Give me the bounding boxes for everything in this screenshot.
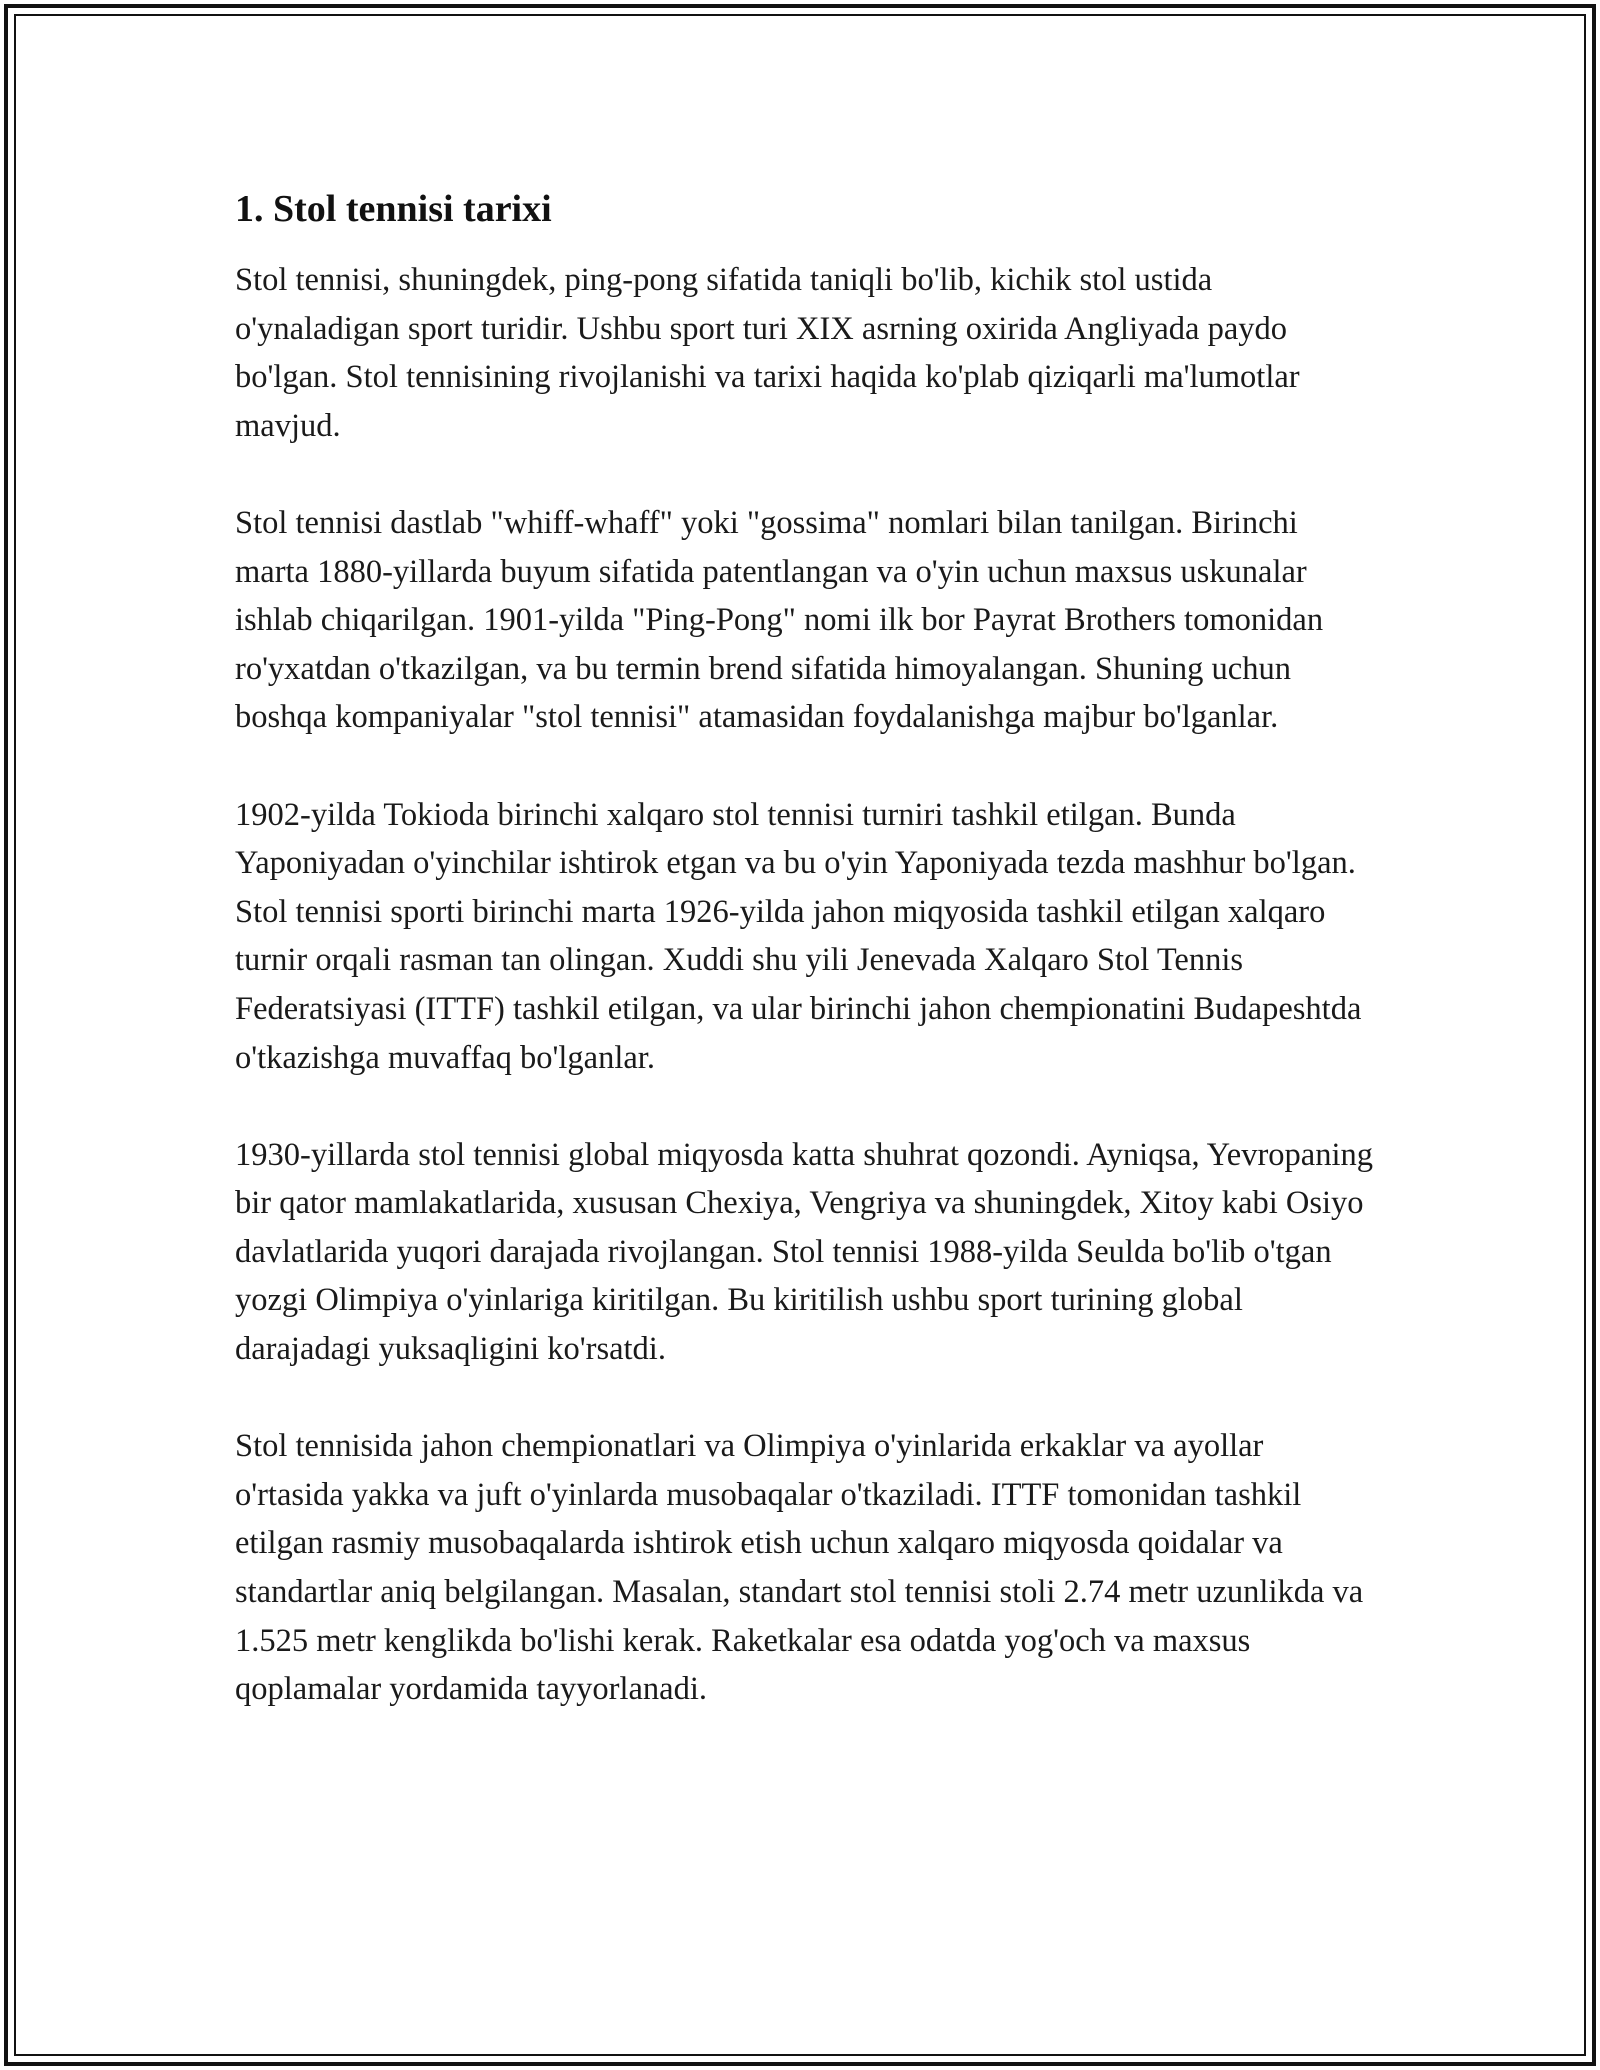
paragraph-intro: Stol tennisi, shuningdek, ping-pong sifatida taniqli bo'lib, kichik stol ustida o'ynaladigan sport turidir. Ushbu sport turi XIX asrning oxirida Angliyada paydo bo'lgan. Stol tennisining rivojlanishi va tarixi haqida ko'plab qiziqarli ma'lumotlar mavjud. xyxy=(235,262,1300,444)
paragraph-global-popularity: 1930-yillarda stol tennisi global miqyosda katta shuhrat qozondi. Ayniqsa, Yevropaning bir qator mamlakatlarida, xususan Chexiya, Vengriya va shuningdek, Xitoy kabi Osiyo davlatlarida yuqori darajada rivojlangan. Stol tennisi 1988-yilda Seulda bo'lib o'tgan yozgi Olimpiya o'yinlariga kiritilgan. Bu kiritilish ushbu sport turining global darajadagi yuksaqligini ko'rsatdi. xyxy=(235,1136,1373,1368)
paragraph-first-tournaments: 1902-yilda Tokioda birinchi xalqaro stol tennisi turniri tashkil etilgan. Bunda Yaponiyadan o'yinchilar ishtirok etgan va bu o'yin Yaponiyada tezda mashhur bo'lgan. Stol tennisi sporti birinchi marta 1926-yilda jahon miqyosida tashkil etilgan xalqaro turnir orqali rasman tan olingan. Xuddi shu yili Jenevada Xalqaro Stol Tennis Federatsiyasi (ITTF) tashkil etilgan, va ular birinchi jahon chempionatini Budapeshtda o'tkazishga muvaffaq bo'lganlar. xyxy=(235,796,1362,1076)
section-heading: 1. Stol tennisi tarixi xyxy=(235,188,552,230)
paragraph-competitions-rules: Stol tennisida jahon chempionatlari va Olimpiya o'yinlarida erkaklar va ayollar o'rtasida yakka va juft o'yinlarda musobaqalar o'tkaziladi. ITTF tomonidan tashkil etilgan rasmiy musobaqalarda ishtirok etish uchun xalqaro miqyosda qoidalar va standartlar aniq belgilangan. Masalan, standart stol tennisi stoli 2.74 metr uzunlikda va 1.525 metr kenglikda bo'lishi kerak. Raketkalar esa odatda yog'och va maxsus qoplamalar yordamida tayyorlanadi. xyxy=(235,1428,1364,1708)
document-body xyxy=(235,185,1375,1762)
paragraph-early-names: Stol tennisi dastlab "whiff-whaff" yoki "gossima" nomlari bilan tanilgan. Birinchi marta 1880-yillarda buyum sifatida patentlangan va o'yin uchun maxsus uskunalar ishlab chiqarilgan. 1901-yilda "Ping-Pong" nomi ilk bor Payrat Brothers tomonidan ro'yxatdan o'tkazilgan, va bu termin brend sifatida himoyalangan. Shuning uchun boshqa kompaniyalar "stol tennisi" atamasidan foydalanishga majbur bo'lganlar. xyxy=(235,504,1324,736)
